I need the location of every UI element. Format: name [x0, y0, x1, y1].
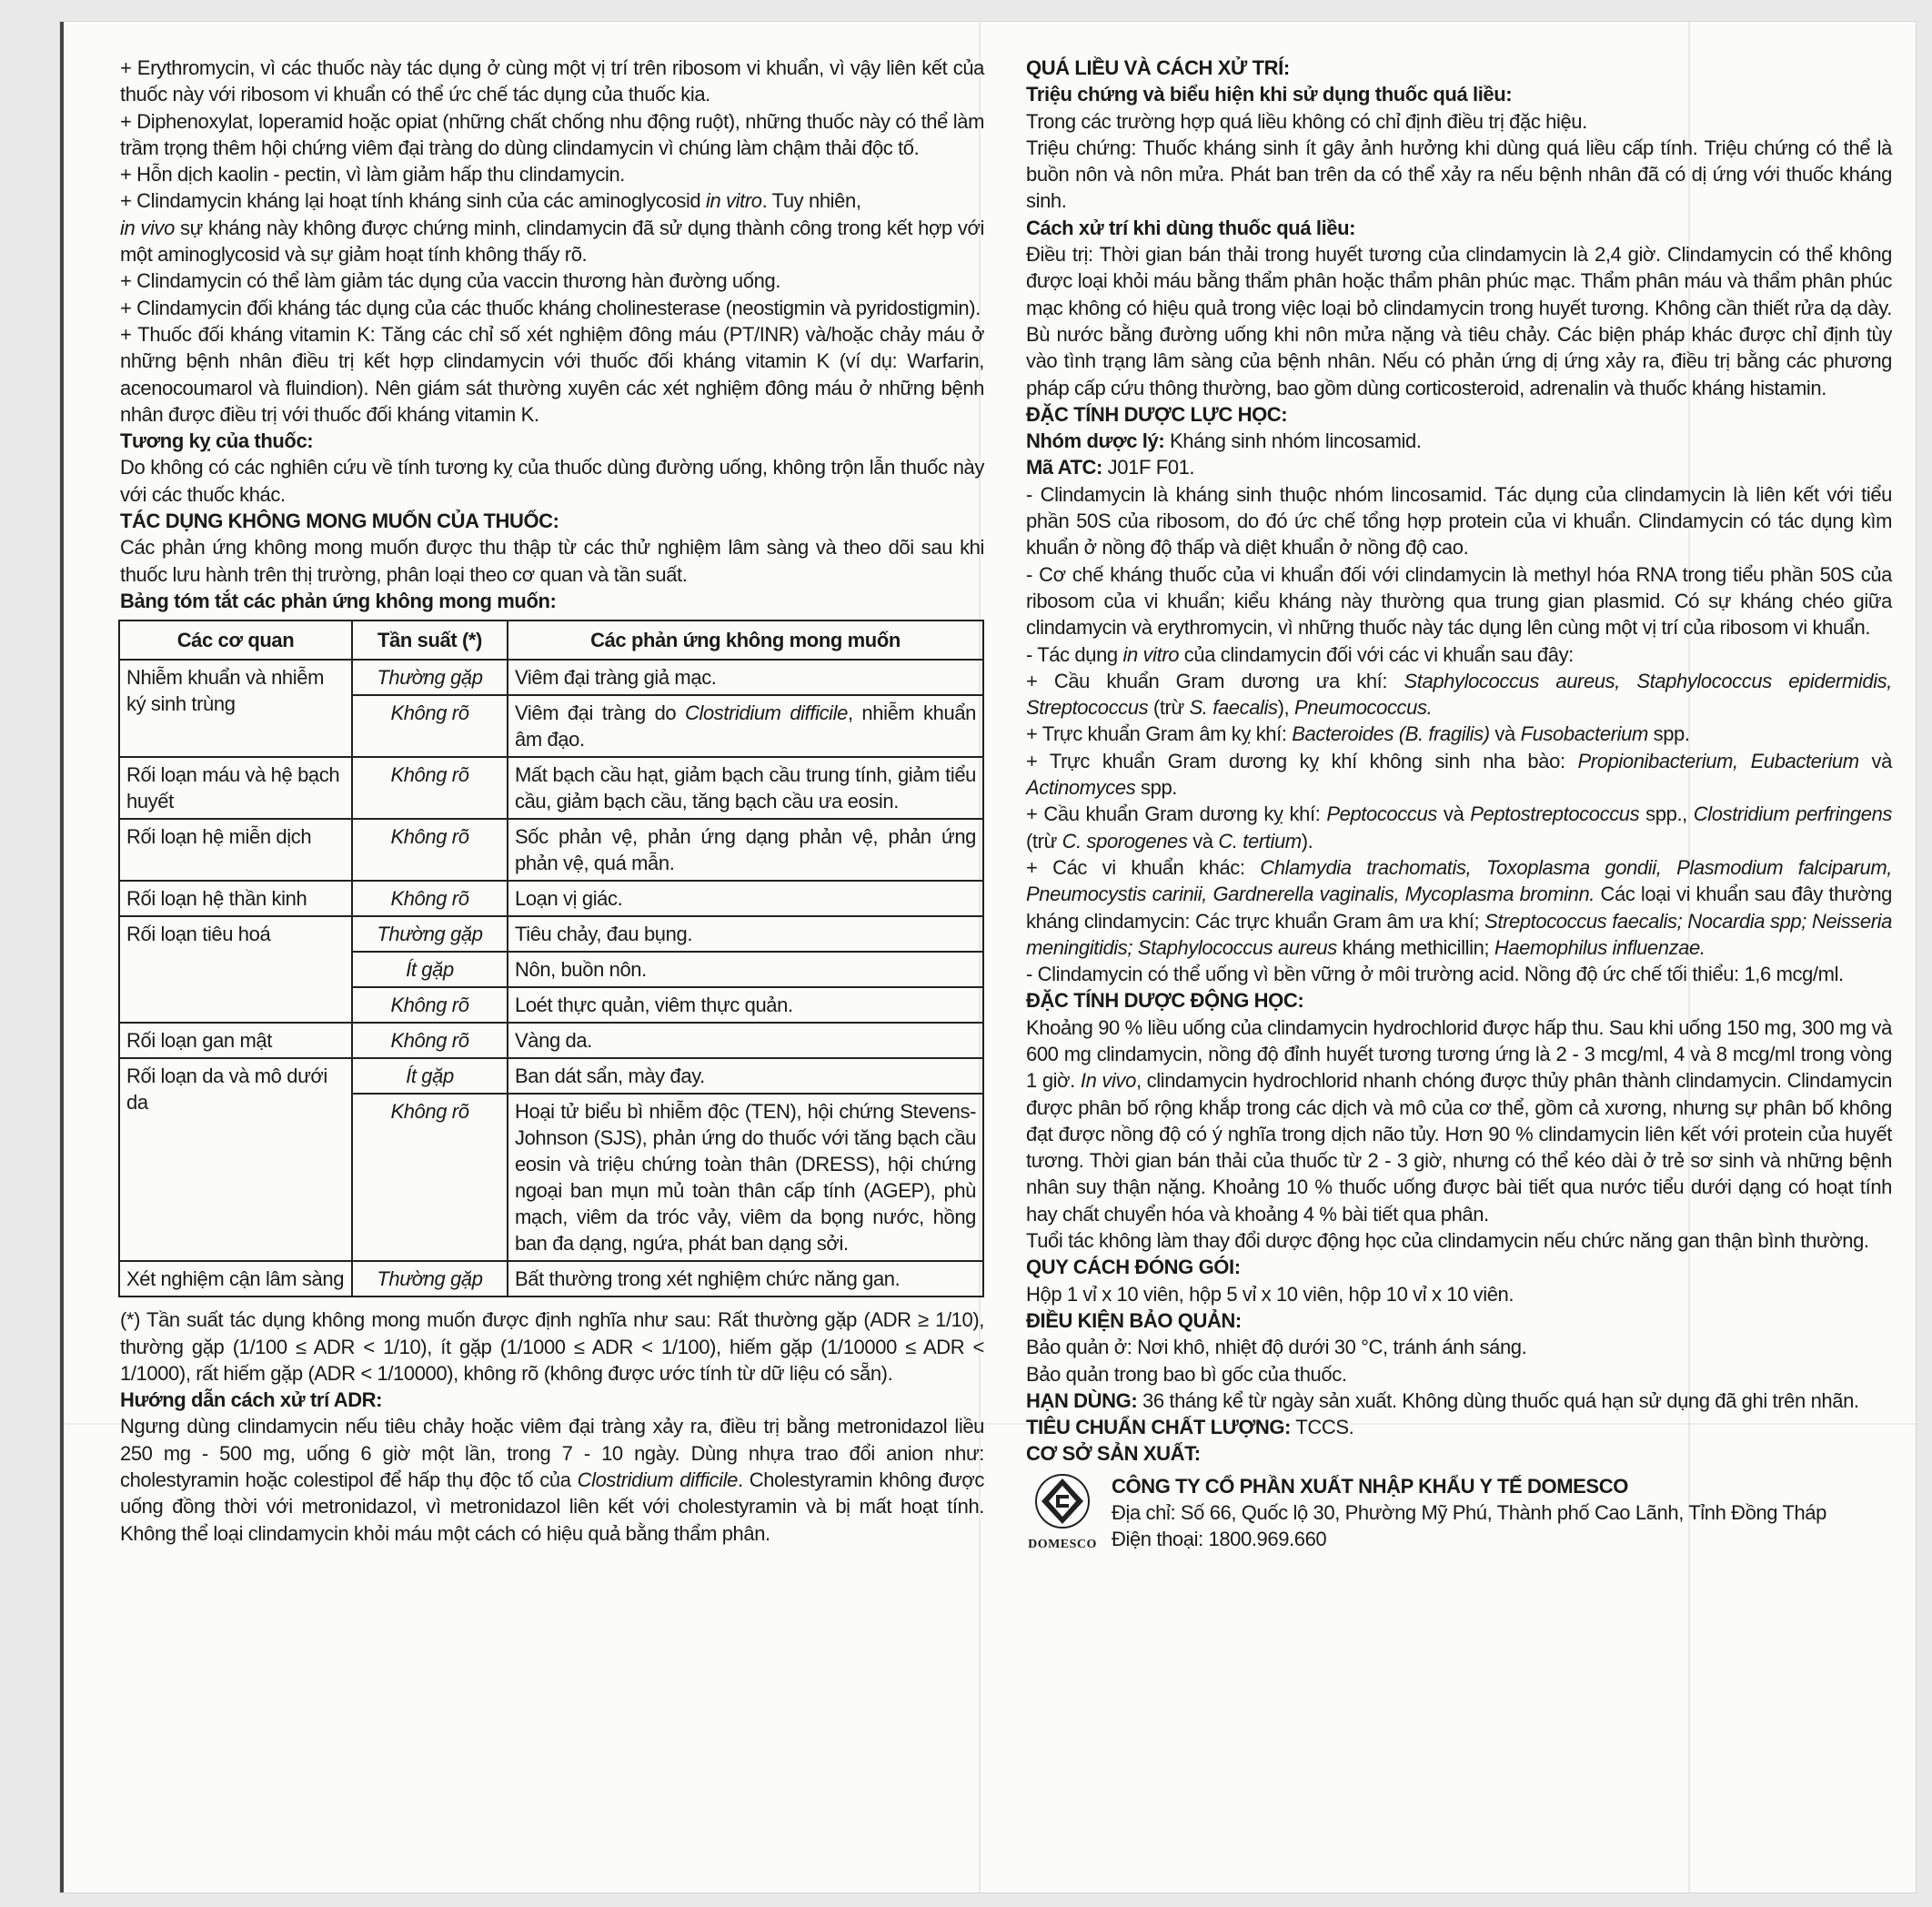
organ-cell: Rối loạn da và mô dưới da [119, 1058, 352, 1261]
table-row [119, 1023, 983, 1058]
adr-guide-title: Hướng dẫn cách xử trí ADR: [120, 1388, 383, 1412]
table-row [119, 1261, 983, 1297]
company-phone: Điện thoại: 1800.969.660 [1112, 1528, 1327, 1551]
reaction-cell: Viêm đại tràng giả mạc. [508, 660, 983, 695]
company-address: Địa chỉ: Số 66, Quốc lộ 30, Phường Mỹ Phú, Thành phố Cao Lãnh, Tỉnh Đồng Tháp [1112, 1501, 1826, 1525]
pd-bacteria-item: + Trực khuẩn Gram dương kỵ khí không sinh nha bào: Propionibacterium, Eubacterium và Actinomyces spp. [1026, 749, 1892, 800]
reaction-cell: Loạn vị giác. [508, 881, 983, 916]
right-column [1026, 55, 1892, 1558]
pk-paragraph: Khoảng 90 % liều uống của clindamycin hydrochlorid được hấp thu. Sau khi uống 150 mg, 300 mg và 600 mg clindamycin, nồng độ đỉnh huyết tương tương ứng là 2 - 3 mcg/ml, 4 và 8 mcg/ml trong vòng 1 giờ. In vivo, clindamycin hydrochlorid nhanh chóng được thủy phân thành clindamycin. Clindamycin được phân bố rộng khắp trong các dịch và mô của cơ thể, gồm cả xương, nhưng sự phân bố không đạt được nồng độ có ý nghĩa trong dịch não tủy. Hơn 90 % clindamycin liên kết với protein của huyết tương. Thời gian bán thải của thuốc từ 2 - 3 giờ, nhưng có thể kéo dài ở trẻ sơ sinh và những bệnh nhân suy thận nặng. Khoảng 10 % thuốc uống được bài tiết qua nước tiểu dưới dạng có hoạt tính hay chất chuyển hóa và khoảng 4 % bài tiết qua phân. [1026, 1015, 1892, 1226]
table-header-row [119, 621, 983, 660]
reaction-cell: Hoại tử biểu bì nhiễm độc (TEN), hội chứng Stevens-Johnson (SJS), phản ứng do thuốc với tăng bạch cầu eosin và triệu chứng toàn thân (DRESS), hội chứng ngoại ban mụn mủ toàn thân cấp tính (AGEP), phù mạch, viêm da tróc vảy, viêm da bọng nước, hồng ban đa dạng, ngứa, phát ban dạng sởi. [508, 1094, 983, 1261]
overdose-title: QUÁ LIỀU VÀ CÁCH XỬ TRÍ: [1026, 56, 1290, 79]
frequency-cell: Không rõ [352, 1094, 508, 1261]
storage-text: Bảo quản trong bao bì gốc của thuốc. [1026, 1362, 1347, 1386]
table-row [119, 1058, 983, 1094]
interaction-item: + Clindamycin đối kháng tác dụng của các thuốc kháng cholinesterase (neostigmin và pyridostigmin). [120, 296, 981, 319]
manufacturer-title: CƠ SỞ SẢN XUẤT: [1026, 1442, 1201, 1466]
adr-guide-text: Ngưng dùng clindamycin nếu tiêu chảy hoặc viêm đại tràng xảy ra, điều trị bằng metronidazol liều 250 mg - 500 mg, uống 6 giờ một lần, trong 7 - 10 ngày. Dùng nhựa trao đổi anion như: cholestyramin hoặc colestipol để hấp thụ độc tố của Clostridium difficile. Cholestyramin không được uống đồng thời với metronidazol, vì metronidazol liên kết với cholestyramin và bị mất hoạt tính. Không thể loại clindamycin khỏi máu một cách có hiệu quả bằng thẩm phân. [120, 1415, 984, 1545]
packaging-text: Hộp 1 vỉ x 10 viên, hộp 5 vỉ x 10 viên, hộp 10 vỉ x 10 viên. [1026, 1282, 1514, 1306]
frequency-cell: Không rõ [352, 695, 508, 757]
company-name: CÔNG TY CỔ PHẦN XUẤT NHẬP KHẨU Y TẾ DOMESCO [1112, 1474, 1628, 1498]
treatment-title: Cách xử trí khi dùng thuốc quá liều: [1026, 216, 1356, 239]
adr-table [118, 620, 984, 1297]
frequency-cell: Không rõ [352, 757, 508, 819]
interaction-item: + Diphenoxylat, loperamid hoặc opiat (những chất chống nhu động ruột), những thuốc này có thể làm trầm trọng thêm hội chứng viêm đại tràng do dùng clindamycin vì chúng làm chậm thải độc tố. [120, 109, 984, 159]
logo-caption: DOMESCO [1028, 1537, 1097, 1551]
interaction-item: + Erythromycin, vì các thuốc này tác dụng ở cùng một vị trí trên ribosom vi khuẩn, vì vậy liên kết của thuốc này với ribosom vi khuẩn có thể ức chế tác dụng của thuốc kia. [120, 56, 984, 106]
frequency-cell: Không rõ [352, 881, 508, 916]
organ-cell: Rối loạn máu và hệ bạch huyết [119, 757, 352, 819]
table-row [119, 660, 983, 695]
header-organ: Các cơ quan [119, 621, 352, 660]
organ-cell: Rối loạn hệ thần kinh [119, 881, 352, 916]
domesco-logo [1026, 1473, 1099, 1558]
adr-table-title: Bảng tóm tắt các phản ứng không mong muốn: [120, 589, 557, 612]
compat-text: Do không có các nghiên cứu về tính tương kỵ của thuốc dùng đường uống, không trộn lẫn thuốc này với các thuốc khác. [120, 456, 984, 506]
frequency-cell: Ít gặp [352, 1058, 508, 1094]
expiry: HẠN DÙNG: 36 tháng kể từ ngày sản xuất. Không dùng thuốc quá hạn sử dụng đã ghi trên nhãn. [1026, 1388, 1859, 1412]
reaction-cell: Ban dát sẩn, mày đay. [508, 1058, 983, 1094]
company-info [1112, 1473, 1826, 1553]
reaction-cell: Nôn, buồn nôn. [508, 952, 983, 987]
table-row [119, 757, 983, 819]
pd-paragraph: - Tác dụng in vitro của clindamycin đối với các vi khuẩn sau đây: [1026, 642, 1574, 666]
header-frequency: Tần suất (*) [352, 621, 508, 660]
frequency-cell: Ít gặp [352, 952, 508, 987]
pd-paragraph: - Clindamycin có thể uống vì bền vững ở môi trường acid. Nồng độ ức chế tối thiểu: 1,6 mcg/ml. [1026, 963, 1844, 986]
quality-standard: TIÊU CHUẨN CHẤT LƯỢNG: TCCS. [1026, 1416, 1354, 1439]
manufacturer-block [1026, 1473, 1892, 1558]
adr-title: TÁC DỤNG KHÔNG MONG MUỐN CỦA THUỐC: [120, 510, 559, 533]
frequency-cell: Không rõ [352, 987, 508, 1023]
domesco-logo-icon [1034, 1473, 1091, 1529]
reaction-cell: Bất thường trong xét nghiệm chức năng gan. [508, 1261, 983, 1297]
pd-bacteria-item: + Cầu khuẩn Gram dương kỵ khí: Peptococcus và Peptostreptococcus spp., Clostridium perfringens (trừ C. sporogenes và C. tertium). [1026, 802, 1893, 853]
organ-cell: Xét nghiệm cận lâm sàng [119, 1261, 352, 1297]
reaction-cell: Viêm đại tràng do Clostridium difficile, nhiễm khuẩn âm đạo. [508, 695, 983, 757]
storage-title: ĐIỀU KIỆN BẢO QUẢN: [1026, 1308, 1242, 1332]
adr-intro: Các phản ứng không mong muốn được thu thập từ các thử nghiệm lâm sàng và theo dõi sau khi thuốc lưu hành trên thị trường, phân loại theo cơ quan và tần suất. [120, 536, 984, 586]
frequency-cell: Không rõ [352, 819, 508, 881]
pharmacologic-group: Nhóm dược lý: Kháng sinh nhóm lincosamid. [1026, 429, 1422, 453]
compat-title: Tương kỵ của thuốc: [120, 429, 314, 453]
treatment-text: Điều trị: Thời gian bán thải trong huyết tương của clindamycin là 2,4 giờ. Clindamycin có thể không được loại khỏi máu bằng thẩm phân hoặc thẩm phân phúc mạc. Thẩm phân máu và thẩm phân phúc mạc không có hiệu quả trong việc loại bỏ clindamycin trong huyết tương. Không cần thiết rửa dạ dày. Bù nước bằng đường uống khi nôn mửa nặng và tiêu chảy. Các biện pháp khác được chỉ định tùy vào tình trạng lâm sàng của bệnh nhân. Nếu có phản ứng dị ứng xảy ra, điều trị bằng các phương pháp cấp cứu thông thường, bao gồm dùng corticosteroid, adrenalin và thuốc kháng histamin. [1026, 243, 1892, 399]
pharmacokinetics-title: ĐẶC TÍNH DƯỢC ĐỘNG HỌC: [1026, 989, 1304, 1013]
organ-cell: Rối loạn gan mật [119, 1023, 352, 1058]
symptoms-text: Triệu chứng: Thuốc kháng sinh ít gây ảnh hưởng khi dùng quá liều cấp tính. Triệu chứng có thể là buồn nôn và nôn mửa. Phát ban trên da có thể xảy ra nếu bệnh nhân đã có dị ứng với thuốc kháng sinh. [1026, 136, 1892, 213]
frequency-cell: Thường gặp [352, 1261, 508, 1297]
table-row [119, 881, 983, 916]
packaging-title: QUY CÁCH ĐÓNG GÓI: [1026, 1256, 1241, 1279]
reaction-cell: Mất bạch cầu hạt, giảm bạch cầu trung tính, giảm tiểu cầu, giảm bạch cầu, tăng bạch cầu ưa eosin. [508, 757, 983, 819]
table-row [119, 819, 983, 881]
pd-paragraph: - Clindamycin là kháng sinh thuộc nhóm lincosamid. Tác dụng của clindamycin là liên kết với tiểu phần 50S của ribosom, do đó ức chế tổng hợp protein của vi khuẩn. Clindamycin có tác dụng kìm khuẩn ở nồng độ thấp và diệt khuẩn ở nồng độ cao. [1026, 482, 1892, 560]
left-column [120, 55, 984, 1547]
frequency-cell: Thường gặp [352, 660, 508, 695]
interaction-item: + Clindamycin có thể làm giảm tác dụng của vaccin thương hàn đường uống. [120, 269, 780, 293]
atc-code: Mã ATC: J01F F01. [1026, 456, 1195, 479]
organ-cell: Rối loạn tiêu hoá [119, 916, 352, 1023]
reaction-cell: Tiêu chảy, đau bụng. [508, 916, 983, 952]
organ-cell: Nhiễm khuẩn và nhiễm ký sinh trùng [119, 660, 352, 757]
storage-text: Bảo quản ở: Nơi khô, nhiệt độ dưới 30 °C, tránh ánh sáng. [1026, 1336, 1527, 1359]
pd-bacteria-item: + Các vi khuẩn khác: Chlamydia trachomatis, Toxoplasma gondii, Plasmodium falciparum, Pneumocystis carinii, Gardnerella vaginalis, Mycoplasma brominn. Các loại vi khuẩn sau đây thường kháng clindamycin: Các trực khuẩn Gram âm ưa khí; Streptococcus faecalis; Nocardia spp; Neisseria meningitidis; Staphylococcus aureus kháng methicillin; Haemophilus influenzae. [1026, 855, 1892, 959]
organ-cell: Rối loạn hệ miễn dịch [119, 819, 352, 881]
symptoms-text: Trong các trường hợp quá liều không có chỉ định điều trị đặc hiệu. [1026, 109, 1587, 133]
pd-paragraph: - Cơ chế kháng thuốc của vi khuẩn đối với clindamycin là methyl hóa RNA trong tiểu phần 50S của ribosom của vi khuẩn; kiểu kháng này thường qua trung gian plasmid. Có sự kháng chéo giữa clindamycin và erythromycin, vì những thuốc này tác dụng lên cùng một vị trí của ribosom vi khuẩn. [1026, 562, 1892, 640]
pd-bacteria-item: + Cầu khuẩn Gram dương ưa khí: Staphylococcus aureus, Staphylococcus epidermidis, Streptococcus (trừ S. faecalis), Pneumococcus. [1026, 669, 1892, 720]
frequency-cell: Không rõ [352, 1023, 508, 1058]
pk-paragraph: Tuổi tác không làm thay đổi dược động học của clindamycin nếu chức năng gan thận bình thường. [1026, 1229, 1869, 1253]
reaction-cell: Vàng da. [508, 1023, 983, 1058]
symptoms-title: Triệu chứng và biểu hiện khi sử dụng thuốc quá liều: [1026, 83, 1513, 106]
table-row [119, 916, 983, 952]
sheet-edge [60, 22, 64, 1892]
reaction-cell: Loét thực quản, viêm thực quản. [508, 987, 983, 1023]
pharmacodynamics-title: ĐẶC TÍNH DƯỢC LỰC HỌC: [1026, 402, 1288, 426]
header-reaction: Các phản ứng không mong muốn [508, 621, 983, 660]
interaction-item: + Thuốc đối kháng vitamin K: Tăng các chỉ số xét nghiệm đông máu (PT/INR) và/hoặc chảy máu ở những bệnh nhân điều trị kết hợp clindamycin với thuốc đối kháng vitamin K (ví dụ: Warfarin, acenocoumarol và fluindion). Nên giám sát thường xuyên các xét nghiệm đông máu ở những bệnh nhân được điều trị với thuốc đối kháng vitamin K. [120, 322, 984, 426]
frequency-note: (*) Tần suất tác dụng không mong muốn được định nghĩa như sau: Rất thường gặp (ADR ≥ 1/10), thường gặp (1/100 ≤ ADR < 1/10), ít gặp (1/1000 ≤ ADR < 1/100), hiếm gặp (1/10000 ≤ ADR < 1/1000), rất hiếm gặp (ADR < 1/10000), không rõ (không được ước tính từ dữ liệu có sẵn). [120, 1308, 984, 1385]
interaction-item: + Hỗn dịch kaolin - pectin, vì làm giảm hấp thu clindamycin. [120, 163, 626, 187]
pd-bacteria-item: + Trực khuẩn Gram âm kỵ khí: Bacteroides (B. fragilis) và Fusobacterium spp. [1026, 722, 1690, 746]
interaction-item: + Clindamycin kháng lại hoạt tính kháng sinh của các aminoglycosid in vitro. Tuy nhiên, in vivo sự kháng này không được chứng minh, clindamycin đã sử dụng thành công trong kết hợp với một aminoglycosid và sự giảm hoạt tính không thấy rõ. [120, 189, 984, 267]
frequency-cell: Thường gặp [352, 916, 508, 952]
reaction-cell: Sốc phản vệ, phản ứng dạng phản vệ, phản ứng phản vệ, quá mẫn. [508, 819, 983, 881]
